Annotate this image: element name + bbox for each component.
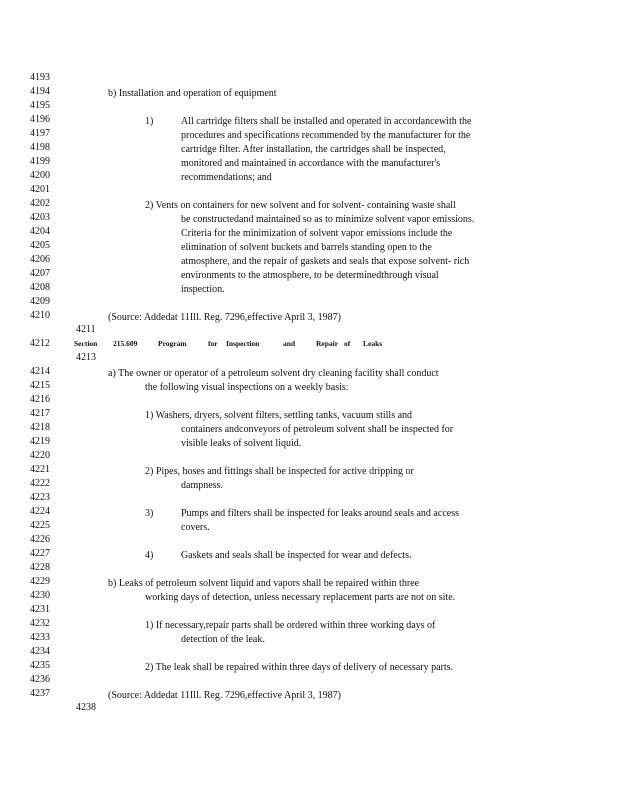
line-number: 4232 [30, 618, 50, 629]
section-title-word: for [208, 339, 218, 348]
line-number: 4220 [30, 450, 50, 461]
list-marker: 3) [145, 508, 154, 519]
line-number: 4221 [30, 464, 50, 475]
line-number: 4227 [30, 548, 50, 559]
line-number: 4231 [30, 604, 50, 615]
line-number: 4235 [30, 660, 50, 671]
line-number: 4207 [30, 268, 50, 279]
line-number: 4212 [30, 338, 50, 349]
line-number: 4199 [30, 156, 50, 167]
source-citation: (Source: Addedat 11Ill. Reg. 7296,effective April 3, 1987) [108, 312, 342, 323]
body-line: the following visual inspections on a weekly basis: [145, 382, 349, 393]
body-line: working days of detection, unless necessary replacement parts are not on site. [145, 592, 456, 603]
source-citation: (Source: Addedat 11Ill. Reg. 7296,effective April 3, 1987) [108, 690, 342, 701]
body-line: b) Leaks of petroleum solvent liquid and vapors shall be repaired within three [108, 578, 420, 589]
body-line: procedures and specifications recommended by the manufacturer for the [181, 130, 471, 141]
line-number: 4218 [30, 422, 50, 433]
line-number: 4226 [30, 534, 50, 545]
line-number: 4214 [30, 366, 50, 377]
line-number: 4193 [30, 72, 50, 83]
body-line: inspection. [181, 284, 225, 295]
line-number: 4215 [30, 380, 50, 391]
line-number: 4195 [30, 100, 50, 111]
body-line: All cartridge filters shall be installed and operated in accordancewith the [181, 116, 472, 127]
line-number: 4206 [30, 254, 50, 265]
line-number: 4228 [30, 562, 50, 573]
line-number: 4205 [30, 240, 50, 251]
body-line: elimination of solvent buckets and barrels standing open to the [181, 242, 432, 253]
subsection-heading: b) Installation and operation of equipment [108, 88, 277, 99]
line-number: 4222 [30, 478, 50, 489]
line-number: 4211 [76, 324, 96, 335]
section-title-word: Program [158, 339, 187, 348]
body-line: covers. [181, 522, 210, 533]
body-line: atmosphere, and the repair of gaskets and seals that expose solvent- rich [181, 256, 470, 267]
section-title-word: Inspection [226, 339, 260, 348]
line-number: 4233 [30, 632, 50, 643]
line-number: 4223 [30, 492, 50, 503]
body-line: 2) The leak shall be repaired within three days of delivery of necessary parts. [145, 662, 454, 673]
line-number: 4225 [30, 520, 50, 531]
body-line: 1) If necessary,repair parts shall be ordered within three working days of [145, 620, 436, 631]
body-line: 1) Washers, dryers, solvent filters, settling tanks, vacuum stills and [145, 410, 413, 421]
section-title-word: Leaks [363, 339, 383, 348]
line-number: 4201 [30, 184, 50, 195]
line-number: 4204 [30, 226, 50, 237]
line-number: 4196 [30, 114, 50, 125]
body-line: a) The owner or operator of a petroleum solvent dry cleaning facility shall conduct [108, 368, 439, 379]
line-number: 4213 [76, 352, 96, 363]
body-line: cartridge filter. After installation, the cartridges shall be inspected, [181, 144, 446, 155]
list-marker: 4) [145, 550, 154, 561]
line-number: 4219 [30, 436, 50, 447]
line-number: 4202 [30, 198, 50, 209]
body-line: Criteria for the minimization of solvent vapor emissions include the [181, 228, 453, 239]
line-number: 4197 [30, 128, 50, 139]
line-number: 4229 [30, 576, 50, 587]
section-title-word: of [344, 339, 351, 348]
body-line: 2) Pipes, hoses and fittings shall be inspected for active dripping or [145, 466, 414, 477]
line-number: 4234 [30, 646, 50, 657]
section-title-word: and [283, 339, 296, 348]
body-line: dampness. [181, 480, 223, 491]
body-line: environments to the atmosphere, to be determinedthrough visual [181, 270, 439, 281]
body-line: detection of the leak. [181, 634, 265, 645]
body-line: Pumps and filters shall be inspected for leaks around seals and access [181, 508, 459, 519]
body-line: Gaskets and seals shall be inspected for wear and defects. [181, 550, 412, 561]
line-number: 4194 [30, 86, 50, 97]
body-line: recommendations; and [181, 172, 272, 183]
line-number: 4203 [30, 212, 50, 223]
body-line: containers andconveyors of petroleum solvent shall be inspected for [181, 424, 454, 435]
line-number: 4200 [30, 170, 50, 181]
body-line: be constructedand maintained so as to minimize solvent vapor emissions. [181, 214, 475, 225]
line-number: 4208 [30, 282, 50, 293]
line-number: 4198 [30, 142, 50, 153]
line-number: 4217 [30, 408, 50, 419]
line-number: 4237 [30, 688, 50, 699]
section-number: 215.609 [113, 339, 138, 348]
line-number: 4236 [30, 674, 50, 685]
line-number: 4216 [30, 394, 50, 405]
line-number: 4230 [30, 590, 50, 601]
line-number: 4209 [30, 296, 50, 307]
line-number: 4224 [30, 506, 50, 517]
body-line: visible leaks of solvent liquid. [181, 438, 302, 449]
list-marker: 1) [145, 116, 154, 127]
line-number: 4210 [30, 310, 50, 321]
body-line: 2) Vents on containers for new solvent and for solvent- containing waste shall [145, 200, 456, 211]
body-line: monitored and maintained in accordance with the manufacturer's [181, 158, 441, 169]
section-title-word: Repair [316, 339, 339, 348]
section-label: Section [74, 339, 98, 348]
line-number: 4238 [76, 702, 96, 713]
